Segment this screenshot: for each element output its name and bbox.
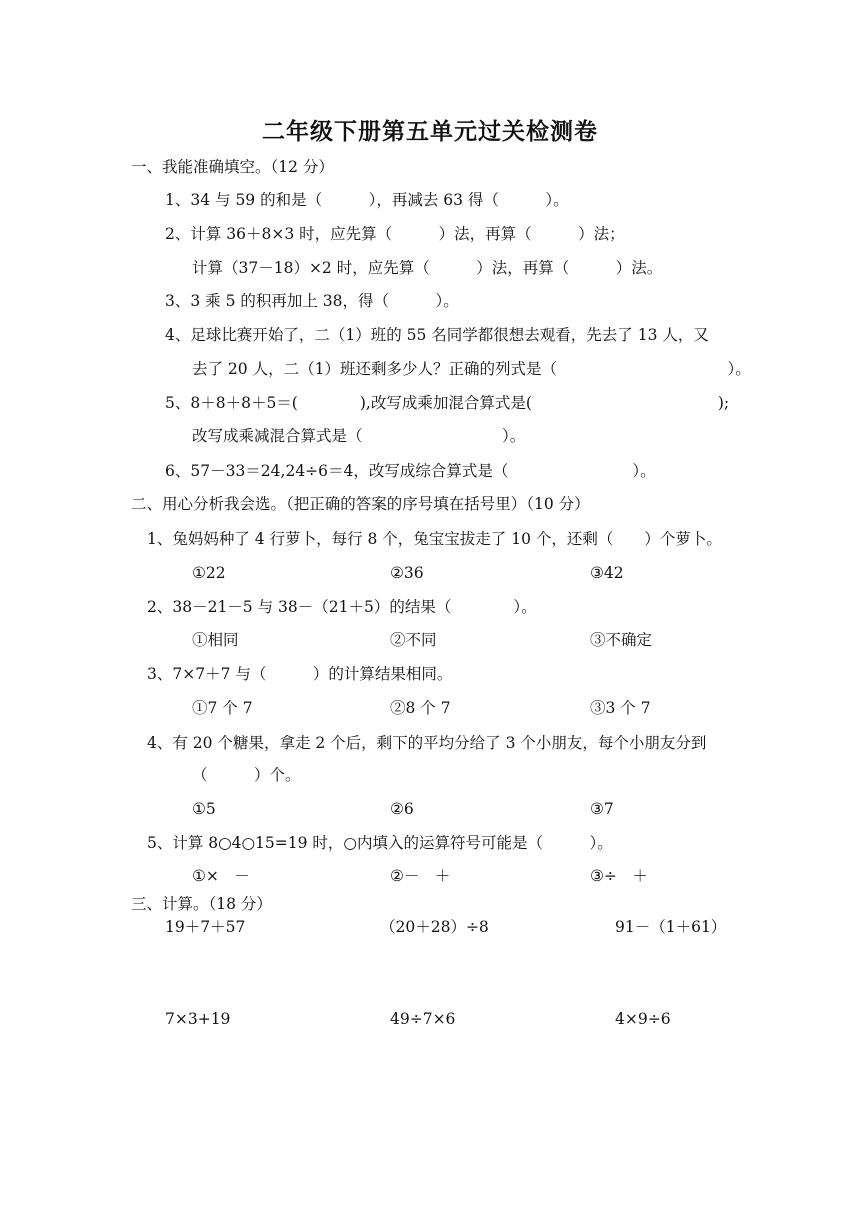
s2-q5-option-2: ②－ ＋ bbox=[390, 867, 451, 885]
s2-q4-option-1: ①5 bbox=[192, 800, 216, 818]
s2-q2-option-2: ②不同 bbox=[390, 631, 437, 649]
s1-question-6: 6、57－33＝24,24÷6＝4，改写成综合算式是（ ）。 bbox=[165, 462, 656, 480]
s1-question-1: 1、34 与 59 的和是（ ），再减去 63 得（ ）。 bbox=[165, 191, 569, 209]
s2-question-5: 5、计算 8○4○15=19 时，○内填入的运算符号可能是（ ）。 bbox=[147, 834, 613, 852]
s2-q3-option-3: ③3 个 7 bbox=[590, 699, 651, 717]
s1-question-5a: 5、8＋8＋8＋5＝( ),改写成乘加混合算式是( ); bbox=[165, 394, 730, 412]
s2-q3-option-2: ②8 个 7 bbox=[390, 699, 451, 717]
calc-problem-4: 7×3+19 bbox=[165, 1010, 231, 1028]
s2-q1-option-3: ③42 bbox=[590, 564, 624, 582]
calc-problem-3: 91－（1＋61） bbox=[615, 918, 727, 936]
s1-question-4a: 4、足球比赛开始了，二（1）班的 55 名同学都很想去观看，先去了 13 人，又 bbox=[165, 326, 709, 344]
s1-question-2b: 计算（37－18）×2 时，应先算（ ）法，再算（ ）法。 bbox=[192, 259, 663, 277]
s2-q5-option-3: ③÷ ＋ bbox=[590, 867, 648, 885]
s2-question-4-cont: （ ）个。 bbox=[192, 766, 301, 784]
s1-question-2a: 2、计算 36＋8×3 时，应先算（ ）法，再算（ ）法； bbox=[165, 225, 625, 243]
s2-question-2: 2、38－21－5 与 38－（21＋5）的结果（ ）。 bbox=[147, 598, 537, 616]
calc-problem-1: 19＋7＋57 bbox=[165, 918, 246, 936]
s2-q1-option-1: ①22 bbox=[192, 564, 226, 582]
s2-q1-option-2: ②36 bbox=[390, 564, 424, 582]
s2-question-4: 4、有 20 个糖果，拿走 2 个后，剩下的平均分给了 3 个小朋友，每个小朋友分到 bbox=[147, 734, 707, 752]
calc-problem-6: 4×9÷6 bbox=[615, 1010, 671, 1028]
s1-question-5b: 改写成乘减混合算式是（ ）。 bbox=[192, 427, 526, 445]
s2-question-1: 1、兔妈妈种了 4 行萝卜，每行 8 个，兔宝宝拔走了 10 个，还剩（ ）个萝卜。 bbox=[147, 530, 722, 548]
page-title: 二年级下册第五单元过关检测卷 bbox=[262, 118, 598, 145]
section-1-heading: 一、我能准确填空。（12 分） bbox=[131, 158, 334, 176]
s2-q2-option-1: ①相同 bbox=[192, 631, 239, 649]
s1-question-4b: 去了 20 人，二（1）班还剩多少人？正确的列式是（ ）。 bbox=[192, 360, 751, 378]
s2-question-3: 3、7×7＋7 与（ ）的计算结果相同。 bbox=[147, 665, 453, 683]
section-2-heading: 二、用心分析我会选。（把正确的答案的序号填在括号里）（10 分） bbox=[131, 495, 590, 513]
s1-question-3: 3、3 乘 5 的积再加上 38，得（ ）。 bbox=[165, 292, 459, 310]
s2-q4-option-3: ③7 bbox=[590, 800, 614, 818]
s2-q5-option-1: ①× － bbox=[192, 867, 250, 885]
section-3-heading: 三、计算。（18 分） bbox=[131, 895, 272, 913]
s2-q4-option-2: ②6 bbox=[390, 800, 414, 818]
s2-q2-option-3: ③不确定 bbox=[590, 631, 653, 649]
calc-problem-2: （20＋28）÷8 bbox=[380, 918, 489, 936]
calc-problem-5: 49÷7×6 bbox=[390, 1010, 456, 1028]
s2-q3-option-1: ①7 个 7 bbox=[192, 699, 253, 717]
